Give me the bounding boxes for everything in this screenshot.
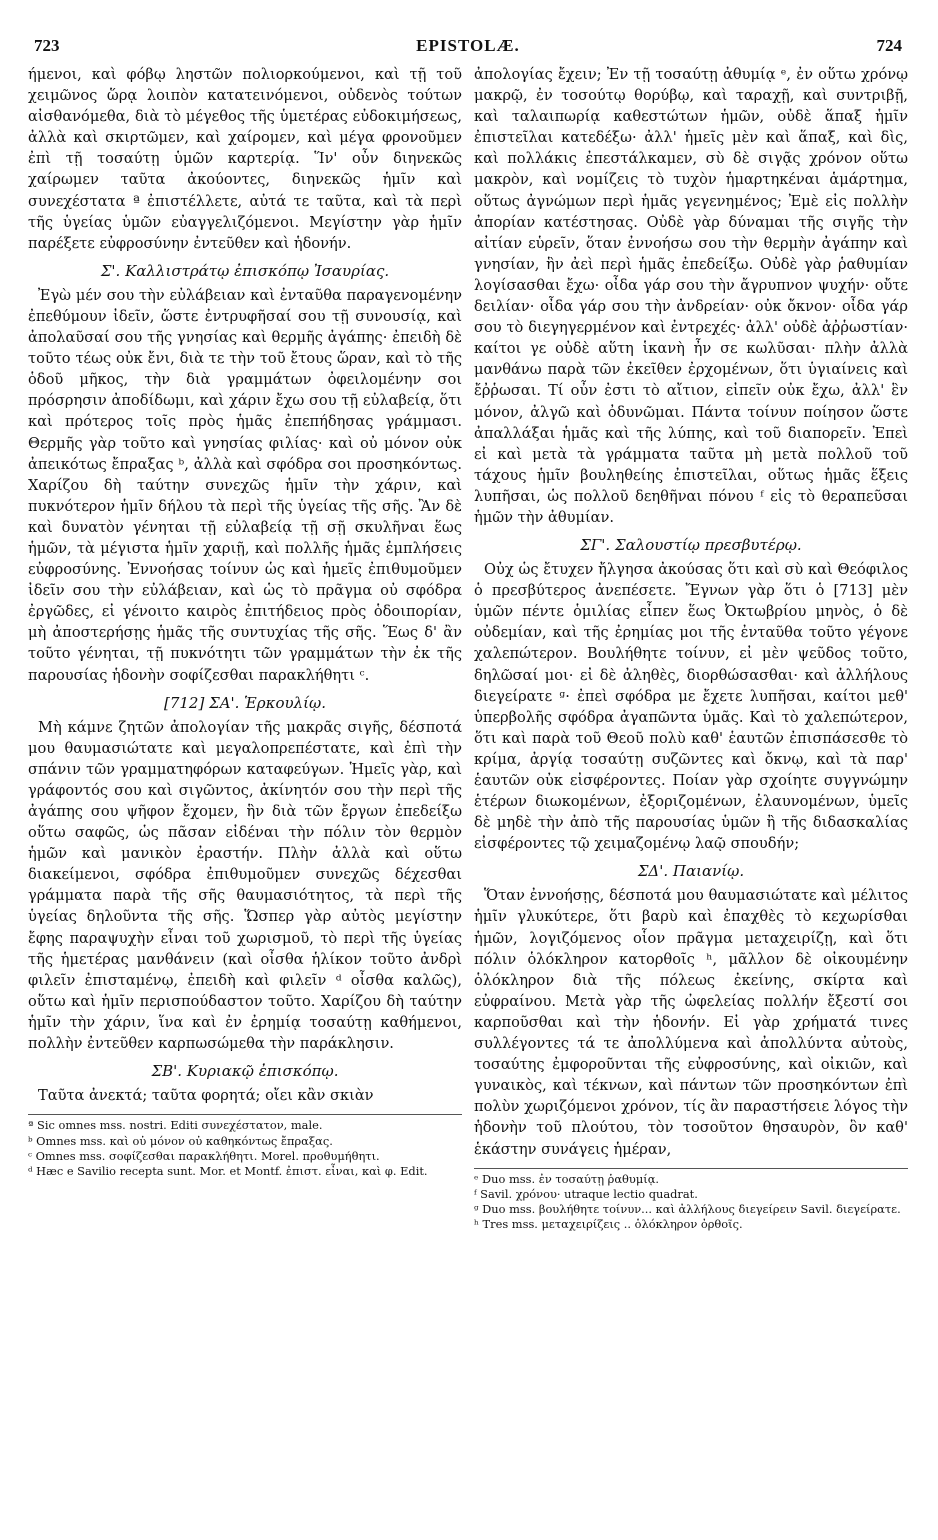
paragraph: Ταῦτα ἀνεκτά; ταῦτα φορητά; οἴει κἂν σκιὰν [38, 1087, 374, 1105]
paragraph: ἀπολογίας ἔχειν; Ἐν τῇ τοσαύτῃ ἀθυμίᾳ ᵉ, ἐν οὕτω χρόνῳ μακρῷ, ἐν τοσούτῳ θορύβῳ, καὶ ταραχῇ, καὶ συντριβῇ, καὶ ταλαιπωρίᾳ καθεστώτων ἡμῶν, οὐδὲ ἅπαξ ἡμῖν ἐπιστεῖλαι κατεδέξω· ἀλλ' ἡμεῖς μὲν καὶ ἅπαξ, καὶ δὶς, καὶ πολλάκις ἐπεστάλκαμεν, σὺ δὲ σιγᾷς χρόνον οὕτω μακρὸν, καὶ νομίζεις τὸ τυχὸν ἡμαρτηκέναι ἁμάρτημα, οὕτως ἀγνώμων περὶ ἡμᾶς γεγενημένος; Ἐμὲ εἰς πολλὴν ἀπορίαν κατέστησας. Οὐδὲ γὰρ δύναμαι τῆς σιγῆς τὴν αἰτίαν εὑρεῖν, ὅταν ἐννοήσω σου τὴν θερμὴν ἀγάπην καὶ γνησίαν, ἣν ἀεὶ περὶ ἡμᾶς ἐπεδείξω. Οὐδὲ γὰρ ῥαθυμίαν λογίσασθαι ἔχω· οἶδα γάρ σου τὴν ἄγρυπνον ψυχήν· οὔτε δειλίαν· οἶδα γάρ σου τὴν ἀνδρείαν· οὐκ ὄκνον· οἶδα γάρ σου τὸ διεγηγερμένον καὶ ἐντρεχές· ἀλλ' οὐδὲ ἀῤῥωστίαν· καίτοι γε οὐδὲ αὕτη ἱκανὴ ἦν σε κωλῦσαι· πλὴν ἀλλὰ μανθάνω παρὰ τῶν ἐκεῖθεν ἐρχομένων, ὅτι ὑγιαίνεις καὶ ἔῤῥωσαι. Τί οὖν ἐστι τὸ αἴτιον, εἰπεῖν οὐκ ἔχω, ἀλλ' ἓν μόνον, ἀλγῶ καὶ ὀδυνῶμαι. Πάντα τοίνυν ποίησον ὥστε ἀπαλλάξαι ἡμᾶς καὶ τῆς λύπης, καὶ τοῦ διαπορεῖν. Ἐπεὶ εἰ καὶ μετὰ τὰ γράμματα ταῦτα μὴ μετὰ πολλοῦ τοῦ τάχους ἡμῖν βουληθείης ἐπιστεῖλαι, οὕτως ἡμᾶς ἕξεις λυπῆσαι, ὡς πολλοῦ δεηθῆναι πόνου ᶠ εἰς τὸ θεραπεῦσαι ἡμῶν τὴν ἀθυμίαν. [474, 66, 908, 526]
footnote: ᵈ Hæc e Savilio recepta sunt. Mor. et Montf. ἐπιστ. εἶναι, καὶ φ. Edit. [28, 1164, 428, 1179]
footnote: ʰ Tres mss. μεταχειρίζεις .. ὁλόκληρον ὀρθοῖς. [474, 1217, 743, 1232]
text-columns [28, 64, 908, 1233]
footnote: ᶜ Omnes mss. σοφίζεσθαι παρακλήθητι. Morel. προθυμήθητι. [28, 1148, 380, 1163]
letter-heading: ΣΔ'. Παιανίῳ. [637, 862, 745, 881]
paragraph: Μὴ κάμνε ζητῶν ἀπολογίαν τῆς μακρᾶς σιγῆς, δέσποτά μου θαυμασιώτατε καὶ μεγαλοπρεπέστατε, καὶ ἐπὶ τὴν σπάνιν τῶν γραμματηφόρων καταφεύγων. Ἡμεῖς γὰρ, καὶ γράφοντός σου καὶ σιγῶντος, ἀκίνητόν σου τὴν περὶ τῆς ἀγάπης σου ψῆφον ἔχομεν, ἣν διὰ τῶν ἔργων ἐπεδείξω οὕτω σαφῶς, ὡς πᾶσαν εἰδέναι τὴν πόλιν τὸν θερμὸν ἡμῶν καὶ μανικὸν ἐραστήν. Πλὴν ἀλλὰ καὶ οὕτω διακείμενοι, σφόδρα ἐπιθυμοῦμεν συνεχῶς δέχεσθαι γράμματα παρὰ τῆς σῆς θαυμασιότητος, τὰ περὶ τῆς ὑγείας δηλοῦντα τῆς σῆς. Ὥσπερ γὰρ αὐτὸς μεγίστην ἔφης παραψυχὴν εἶναι τοῦ χωρισμοῦ, τὸ περὶ τῆς ὑγείας τῆς ἡμετέρας μανθάνειν (καὶ οἶσθα ἡλίκον τοῦτο ἀνδρὶ φιλεῖν ἐπισταμένῳ, ἐπειδὴ καὶ φιλεῖν ᵈ οἶσθα καλῶς), οὕτω καὶ ἡμῖν περισπούδαστον τοῦτο. Χαρίζου δὴ ταύτην ἡμῖν τὴν χάριν, ἵνα καὶ ἐν ἐρημίᾳ τοσαύτῃ καθήμενοι, πολλὴν ἐντεῦθεν καρπωσώμεθα τὴν παράκλησιν. [28, 718, 462, 1053]
footnote: ᵇ Omnes mss. καὶ οὐ μόνον οὐ καθηκόντως ἔπραξας. [28, 1133, 333, 1148]
letter-heading: [712] ΣΑ'. Ἑρκουλίῳ. [163, 693, 326, 712]
page-header [28, 28, 908, 58]
footnote: ᶠ Savil. χρόνου· utraque lectio quadrat. [474, 1186, 698, 1201]
footnote: ᵉ Duo mss. ἐν τοσαύτῃ ῥαθυμίᾳ. [474, 1171, 660, 1186]
right-column [474, 64, 908, 1233]
left-column [28, 64, 462, 1233]
running-title: EPISTOLÆ. [416, 36, 520, 55]
paragraph: Ὅταν ἐννοήσῃς, δέσποτά μου θαυμασιώτατε καὶ μέλιτος ἡμῖν γλυκύτερε, ὅτι βαρὺ καὶ ἐπαχθὲς τὸ κεχωρίσθαι ἡμῶν, λογιζόμενος οἷον πρᾶγμα μεταχειρίζῃ, καὶ ὅτι πόλιν ὁλόκληρον κατορθοῖς ʰ, μᾶλλον δὲ οἰκουμένην ὁλόκληρον διὰ τῆς πόλεως ἐκείνης, σκίρτα καὶ εὐφραίνου. Μετὰ γὰρ τῆς ὠφελείας πολλήν ἔξεστί σοι καρποῦσθαι καὶ τὴν ἡδονήν. Εἰ γὰρ χρήματά τινες συλλέγοντες τά τε ἀπολλύμενα καὶ ἀπολλύντα αὐτοὺς, τοσαύτης ἐμφοροῦνται τῆς εὐφροσύνης, καὶ οἰκιῶν, καὶ γυναικὸς, καὶ τέκνων, καὶ πάντων τῶν προσηκόντων ἐπὶ πολὺν χωριζόμενοι χρόνον, τίς ἂν παραστήσειε λόγος τὴν ἡδονὴν τοῦ πλούτου, τὸν τοσοῦτον θησαυρὸν, ὃν καθ' ἑκάστην συνάγεις ἡμέραν, [474, 887, 908, 1158]
footnotes [474, 1168, 908, 1233]
footnotes [28, 1114, 462, 1179]
letter-heading: ΣΓ'. Σαλουστίῳ πρεσβυτέρῳ. [580, 536, 802, 555]
letter-heading: ΣΒ'. Κυριακῷ ἐπισκόπῳ. [151, 1062, 339, 1081]
paragraph: ήμενοι, καὶ φόβῳ ληστῶν πολιορκούμενοι, καὶ τῇ τοῦ χειμῶνος ὥρᾳ λοιπὸν κατατεινόμενοι, οὐδενὸς τούτων αἰσθανόμεθα, διὰ τὸ μέγεθος τῆς ὑμετέρας εὐδοκιμήσεως, ἀλλὰ καὶ σκιρτῶμεν, καὶ χαίρομεν, καὶ μέγα φρονοῦμεν ἐπὶ τῇ τοσαύτῃ ὑμῶν καρτερίᾳ. Ἵν' οὖν διηνεκῶς χαίρωμεν ταῦτα ἀκούοντες, διηνεκῶς ἡμῖν καὶ συνεχέστατα ª ἐπιστέλλετε, αὐτά τε ταῦτα, καὶ τὰ περὶ τῆς ὑγείας ὑμῶν εὐαγγελιζόμενοι. Μεγίστην γὰρ ἡμῖν παρέξετε εὐφροσύνην ἐντεῦθεν καὶ ἡδονήν. [28, 66, 462, 252]
paragraph: Οὐχ ὡς ἔτυχεν ἤλγησα ἀκούσας ὅτι καὶ σὺ καὶ Θεόφιλος ὁ πρεσβύτερος ἀνεπέσετε. Ἔγνων γὰρ ὅτι ὁ [713] μὲν ὑμῶν πέντε ὁμιλίας εἶπεν ἕως Ὀκτωβρίου μηνὸς, ὁ δὲ οὐδεμίαν, καὶ τῆς ἐρημίας μοι τῆς ἐνταῦθα τοῦτο γέγονε χαλεπώτερον. Βουλήθητε τοίνυν, εἰ μὲν ψεῦδος τοῦτο, δηλῶσαί μοι· εἰ δὲ ἀληθὲς, διορθώσασθαι· καὶ ἀλλήλους διεγείρατε ᵍ· ἐπεὶ σφόδρα με ἔχετε λυπῆσαι, καίτοι μεθ' ὑπερβολῆς σφόδρα ἀγαπῶντα ὑμᾶς. Καὶ τὸ χαλεπώτερον, ὅτι καὶ παρὰ τοῦ Θεοῦ πολὺ καθ' ἑαυτῶν ἐπισπάσεσθε τὸ κρίμα, ἀργίᾳ τοσαύτῃ συζῶντες καὶ ὄκνῳ, καὶ τὰ παρ' ἑαυτῶν οὐκ εἰσφέροντες. Ποίαν γὰρ σχοίητε συγγνώμην ἑτέρων διωκομένων, ἐξοριζομένων, ἐλαυνομένων, ὑμεῖς δὲ μηδὲ τὴν ἀπὸ τῆς παρουσίας ὑμῶν ἢ τῆς διδασκαλίας εἰσφέροντες τῷ χειμαζομένῳ λαῷ σπουδήν; [474, 561, 908, 853]
page-number-right: 724 [876, 36, 902, 55]
footnote: ª Sic omnes mss. nostri. Editi συνεχέστατον, male. [28, 1118, 323, 1133]
page-number-left: 723 [34, 36, 60, 55]
letter-heading: Σ'. Καλλιστράτῳ ἐπισκόπῳ Ἰσαυρίας. [100, 261, 390, 280]
footnote: ᵍ Duo mss. βουλήθητε τοίνυν... καὶ ἀλλήλους διεγείρειν Savil. διεγείρατε. [474, 1202, 901, 1217]
paragraph: Ἐγὼ μέν σου τὴν εὐλάβειαν καὶ ἐνταῦθα παραγενομένην ἐπεθύμουν ἰδεῖν, ὥστε ἐντρυφῆσαί σου τῇ συνουσίᾳ, καὶ ἀπολαῦσαί σου τῆς γνησίας καὶ θερμῆς ἀγάπης· ἐπειδὴ δὲ τοῦτο τέως οὐκ ἔνι, διὰ τε τὴν τοῦ ἔτους ὥραν, καὶ τὸ τῆς ὁδοῦ μῆκος, τὴν διὰ γραμμάτων ὀφειλομένην σοι πρόσρησιν ἀποδίδωμι, καὶ χάριν ἔχω σου τῇ εὐλαβείᾳ, ὅτι καὶ πρότερος τοῖς πρὸς ἡμᾶς ἐπεπήδησας γράμμασι. Θερμῆς γὰρ τοῦτο καὶ γνησίας φιλίας· καὶ οὐ μόνον οὐκ ἀπεικότως ἔπραξας ᵇ, ἀλλὰ καὶ σφόδρα σοι προσηκόντως. Χαρίζου δὴ ταύτην συνεχῶς ἡμῖν τὴν χάριν, καὶ πυκνότερον ἡμῖν δήλου τὰ περὶ τῆς ὑγείας τῆς σῆς. Ἂν δὲ καὶ δυνατὸν γένηται τῇ εὐλαβείᾳ τῇ σῇ σκυλῆναι ἕως ἡμῶν, τὰ μέγιστα ἡμῖν χαριῇ, καὶ πολλῆς ἡμᾶς ἐμπλήσεις εὐφροσύνης. Ἐννοήσας τοίνυν ὡς καὶ ἡμεῖς ἐπιθυμοῦμεν ἰδεῖν σου τὴν εὐλάβειαν, καὶ ὡς τὸ πρᾶγμα οὐ σφόδρα ἐργῶδες, εἰ γένοιτο καιρὸς ἐπιτήδειος πρὸς ὁδοιπορίαν, μὴ ἀποστερήσῃς ἡμᾶς τῆς συντυχίας τῆς σῆς. Ἕως δ' ἂν τοῦτο γένηται, τῇ πυκνότητι τῶν γραμμάτων τὴν ἐκ τῆς παρουσίας ἡδονὴν σοφίζεσθαι παρακλήθητι ᶜ. [28, 286, 462, 684]
